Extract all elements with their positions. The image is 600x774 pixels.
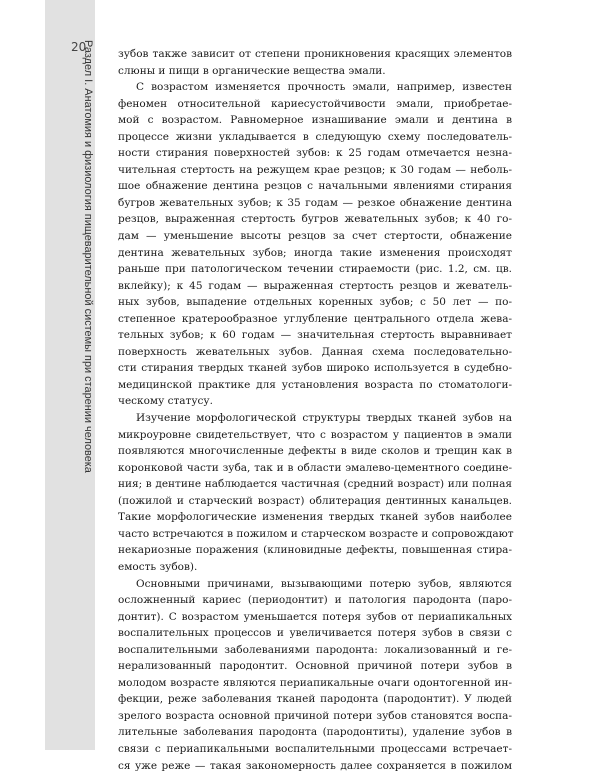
page-number: 20 [71, 40, 87, 54]
text-line: появляются многочисленные дефекты в виде сколов и трещин как в [118, 445, 512, 458]
text-line: лительные заболевания пародонта (пародонтиты), удаление зубов в [118, 726, 512, 739]
text-line: дам — уменьшение высоты резцов за счет стертости, обнажение [118, 230, 512, 243]
text-line: чительная стертость на режущем крае резцов; к 30 годам — неболь- [118, 163, 512, 176]
text-line: ности стирания поверхностей зубов: к 25 годам отмечается незна- [118, 147, 512, 160]
text-line: раньше при патологическом течении стираемости (рис. 1.2, см. цв. [118, 263, 512, 276]
text-line: молодом возрасте являются периапикальные очаги одонтогенной ин- [118, 676, 512, 689]
text-line: зрелого возраста основной причиной потери зубов становятся воспа- [118, 709, 512, 722]
text-line: (пожилой и старческий возраст) облитерация дентинных канальцев. [118, 494, 512, 507]
text-line: шое обнажение дентина резцов с начальными явлениями стирания [118, 180, 512, 193]
text-line: часто встречаются в пожилом и старческом возрасте и сопровождают [118, 527, 514, 540]
text-line: слюны и пищи в органические вещества эмали. [118, 64, 386, 77]
text-line: ных зубов, выпадение отдельных коренных зубов; с 50 лет — по- [118, 296, 512, 309]
text-line: дентина жевательных зубов; иногда такие изменения происходят [118, 246, 512, 259]
text-line: сти стирания твердых тканей зубов широко используется в судебно- [118, 362, 512, 375]
text-line: ся уже реже — такая закономерность далее сохраняется в пожилом [118, 759, 512, 772]
text-line: воспалительных процессов и увеличивается потеря зубов в связи с [118, 627, 512, 640]
text-line: поверхность жевательных зубов. Данная схема последовательно- [118, 345, 512, 358]
text-line: резцов, выраженная стертость бугров жевательных зубов; к 40 го- [118, 213, 512, 226]
text-line: Изучение морфологической структуры твердых тканей зубов на [136, 412, 512, 425]
text-line: степенное кратерообразное углубление центрального отдела жева- [118, 312, 512, 325]
text-line: феномен относительной кариесустойчивости эмали, приобретае- [118, 97, 512, 110]
text-line: Такие морфологические изменения твердых тканей зубов наиболее [118, 511, 512, 524]
text-line: емость зубов). [118, 560, 198, 573]
text-line: зубов также зависит от степени проникновения красящих элементов [118, 48, 512, 60]
section-title: Раздел I. Анатомия и физиология пищеварительной системы при старении человека [82, 40, 94, 473]
text-line: ния; в дентине наблюдается частичная (средний возраст) или полная [118, 478, 512, 491]
text-line: микроуровне свидетельствует, что с возрастом у пациентов в эмали [118, 428, 512, 441]
text-line: связи с периапикальными воспалительными процессами встречает- [118, 742, 512, 755]
text-line: осложненный кариес (периодонтит) и патология пародонта (паро- [118, 594, 512, 607]
text-line: воспалительными заболеваниями пародонта: локализованный и ге- [118, 643, 512, 656]
text-line: медицинской практике для установления возраста по стоматологи- [118, 378, 512, 391]
text-line: нерализованный пародонтит. Основной причиной потери зубов в [118, 660, 512, 673]
text-line: ческому статусу. [118, 395, 213, 408]
text-line: донтит). С возрастом уменьшается потеря зубов от периапикальных [118, 610, 512, 623]
text-line: С возрастом изменяется прочность эмали, например, известен [136, 81, 512, 94]
body-text [118, 46, 512, 774]
text-line: процессе жизни укладывается в следующую схему последователь- [118, 130, 512, 143]
text-line: тельных зубов; к 60 годам — значительная стертость выравнивает [118, 329, 512, 342]
text-line: Основными причинами, вызывающими потерю зубов, являются [136, 577, 512, 590]
text-line: некариозные поражения (клиновидные дефекты, повышенная стира- [118, 544, 512, 557]
text-line: вклейку); к 45 годам — выраженная стертость резцов и жеватель- [118, 279, 512, 292]
text-line: фекции, реже заболевания тканей пародонта (пародонтит). У людей [118, 693, 512, 706]
text-line: коронковой части зуба, так и в области эмалево-цементного соедине- [118, 461, 512, 474]
text-line: бугров жевательных зубов; к 35 годам — резкое обнажение дентина [118, 196, 512, 209]
text-line: мой с возрастом. Равномерное изнашивание эмали и дентина в [118, 114, 512, 127]
